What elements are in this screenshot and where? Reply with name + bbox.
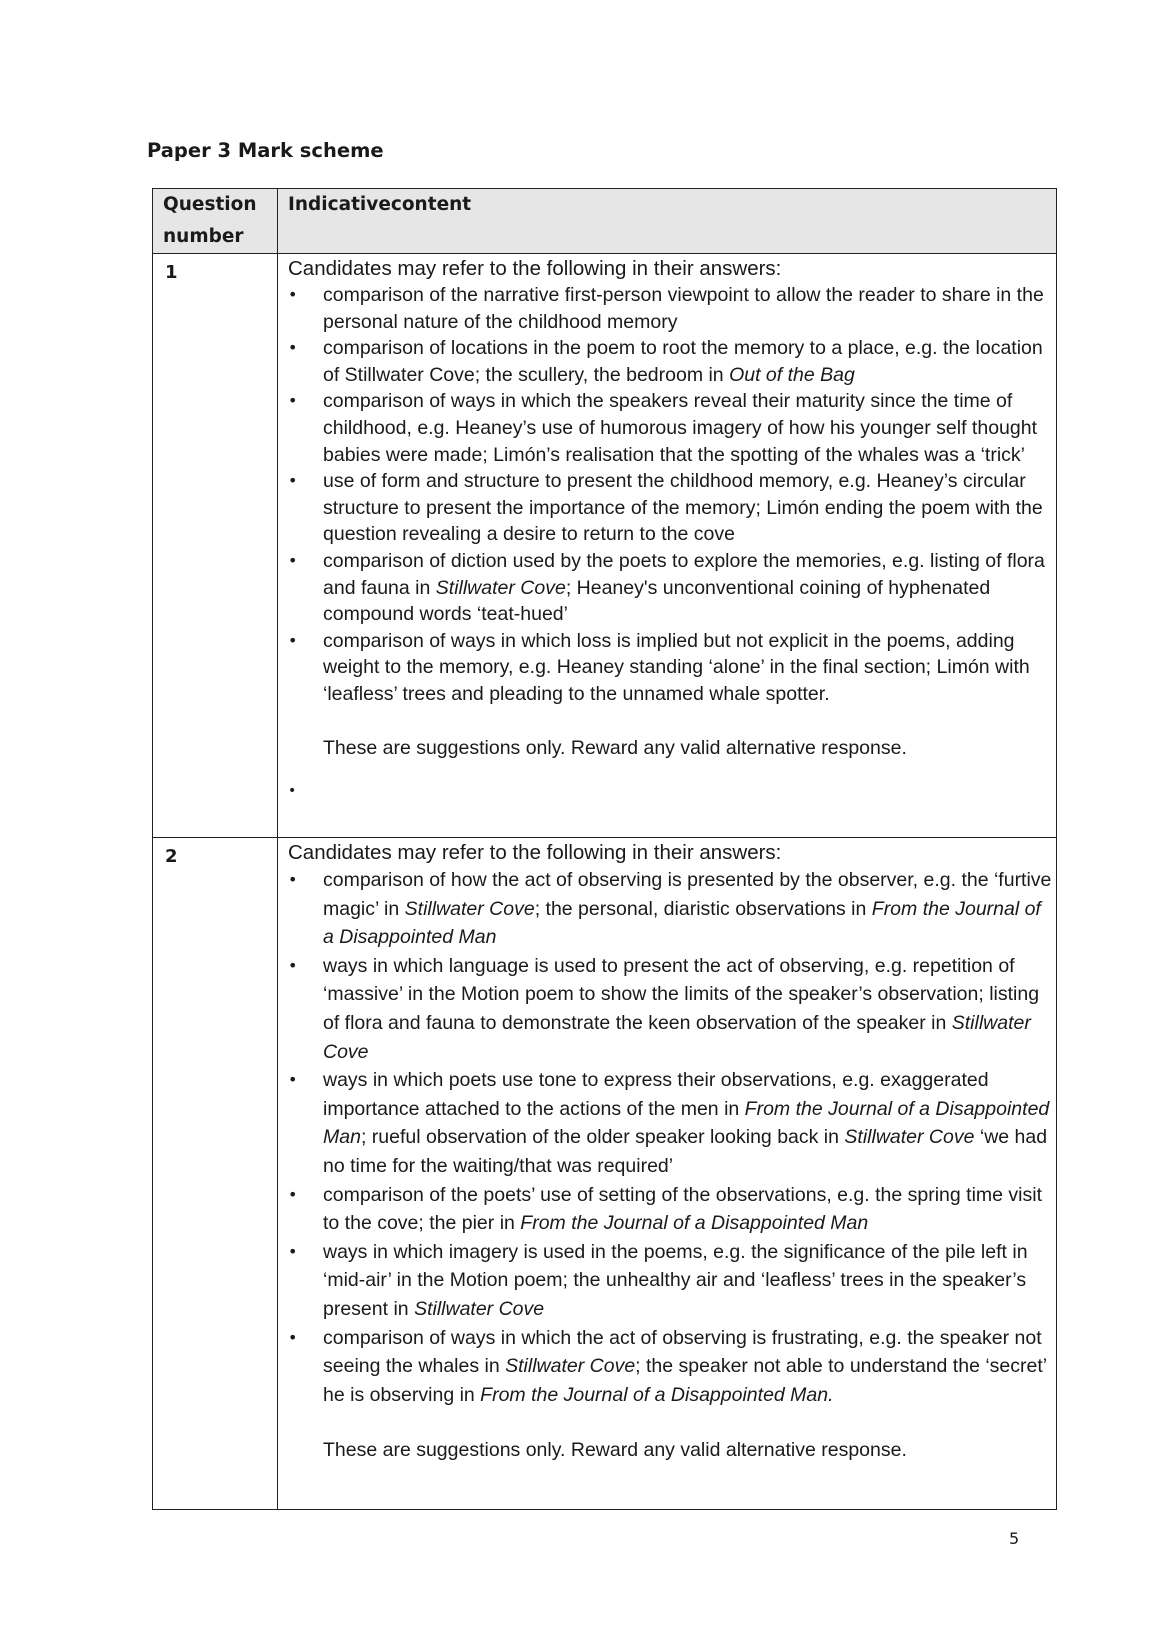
page-number: 5 [1009,1529,1020,1548]
poem-title: Stillwater Cove [404,897,535,920]
content-point [288,952,1054,1066]
point-text: comparison of how the act of observing is presented by the observer, e.g. the ‘furtive magic’ in [323,869,1052,920]
content-point [288,548,1054,628]
point-text: comparison of ways in which loss is implied but not explicit in the poems, adding weight to the memory, e.g. Heaney standing ‘alone’ in the final section; Limón with ‘leafless’ trees and pleading to the unnamed whale spotter. [323,629,1030,705]
content-point [288,388,1054,468]
point-text: ; the speaker not able to understand the ‘secret’ he is observing in [323,1355,1047,1406]
content-point [288,1181,1054,1238]
point-text: use of form and structure to present the childhood memory, e.g. Heaney’s circular structure to present the importance of the memory; Limón ending the poem with the question revealing a desire to return to the cove [323,470,1043,546]
suggestions-note: These are suggestions only. Reward any valid alternative response. [323,1439,907,1462]
content-point [288,335,1054,388]
poem-title: Stillwater Cove [414,1297,545,1320]
point-text: ways in which language is used to present the act of observing, e.g. repetition of ‘massive’ in the Motion poem to show the limits of the speaker’s observation; listing of flora and fauna to demonstrate the keen observation of the speaker in [323,954,1040,1034]
header-question-number: Question number [153,189,278,254]
question-number: 2 [153,838,278,1510]
table-row [153,254,1057,838]
content-intro: Candidates may refer to the following in their answers: [288,257,782,280]
stray-bullet: • [288,782,297,799]
content-points [288,282,1054,708]
point-text: ; the personal, diaristic observations in [534,897,872,920]
indicative-content-cell [278,254,1057,838]
point-text: comparison of diction used by the poets to explore the memories, e.g. listing of flora and fauna in [323,549,1045,599]
header-indicative-content: Indicativecontent [278,189,1057,254]
content-point [288,1324,1054,1410]
suggestions-note: These are suggestions only. Reward any valid alternative response. [323,736,907,759]
point-text: comparison of the poets’ use of setting of the observations, e.g. the spring time visit to the cove; the pier in [323,1183,1042,1235]
content-point [288,282,1054,335]
question-number: 1 [153,254,278,838]
content-point [288,866,1054,952]
point-text: comparison of ways in which the speakers reveal their maturity since the time of childhood, e.g. Heaney’s use of humorous imagery of how his younger self thought babies were made; Limón’s realisation that the spotting of the whales was a ‘trick’ [323,390,1037,466]
page-title: Paper 3 Mark scheme [147,139,384,162]
poem-title: Stillwater Cove [505,1355,636,1378]
poem-title: From the Journal of a Disappointed Man [323,897,1041,949]
content-point [288,628,1054,708]
poem-title: From the Journal of a Disappointed Man [520,1212,869,1235]
indicative-content-cell [278,838,1057,1510]
poem-title: Stillwater Cove [323,1011,1031,1063]
poem-title: Out of the Bag [729,363,855,386]
mark-scheme-table [152,188,1057,1510]
content-point [288,1238,1054,1324]
point-text: comparison of ways in which the act of observing is frustrating, e.g. the speaker not seeing the whales in [323,1326,1042,1378]
point-text: comparison of locations in the poem to root the memory to a place, e.g. the location of Stillwater Cove; the scullery, the bedroom in [323,337,1043,386]
point-text: ‘we had no time for the waiting/that was required’ [323,1126,1048,1177]
content-point [288,1066,1054,1180]
table-header-row [153,189,1057,254]
point-text: comparison of the narrative first-person viewpoint to allow the reader to share in the personal nature of the childhood memory [323,284,1044,333]
point-text: ; Heaney's unconventional coining of hyphenated compound words ‘teat-hued’ [323,576,991,626]
content-points [288,866,1054,1409]
point-text: ways in which imagery is used in the poems, e.g. the significance of the pile left in ‘mid-air’ in the Motion poem; the unhealthy air and ‘leafless’ trees in the speaker’s present in [323,1240,1028,1320]
table-row [153,838,1057,1510]
content-intro: Candidates may refer to the following in their answers: [288,841,782,864]
content-point [288,468,1054,548]
poem-title: From the Journal of a Disappointed Man [323,1097,1050,1149]
poem-title: From the Journal of a Disappointed Man. [480,1383,834,1406]
poem-title: Stillwater Cove [844,1126,975,1149]
poem-title: Stillwater Cove [435,576,566,599]
point-text: ; rueful observation of the older speaker looking back in [360,1126,845,1149]
point-text: ways in which poets use tone to express their observations, e.g. exaggerated importance attached to the actions of the men in [323,1069,989,1120]
